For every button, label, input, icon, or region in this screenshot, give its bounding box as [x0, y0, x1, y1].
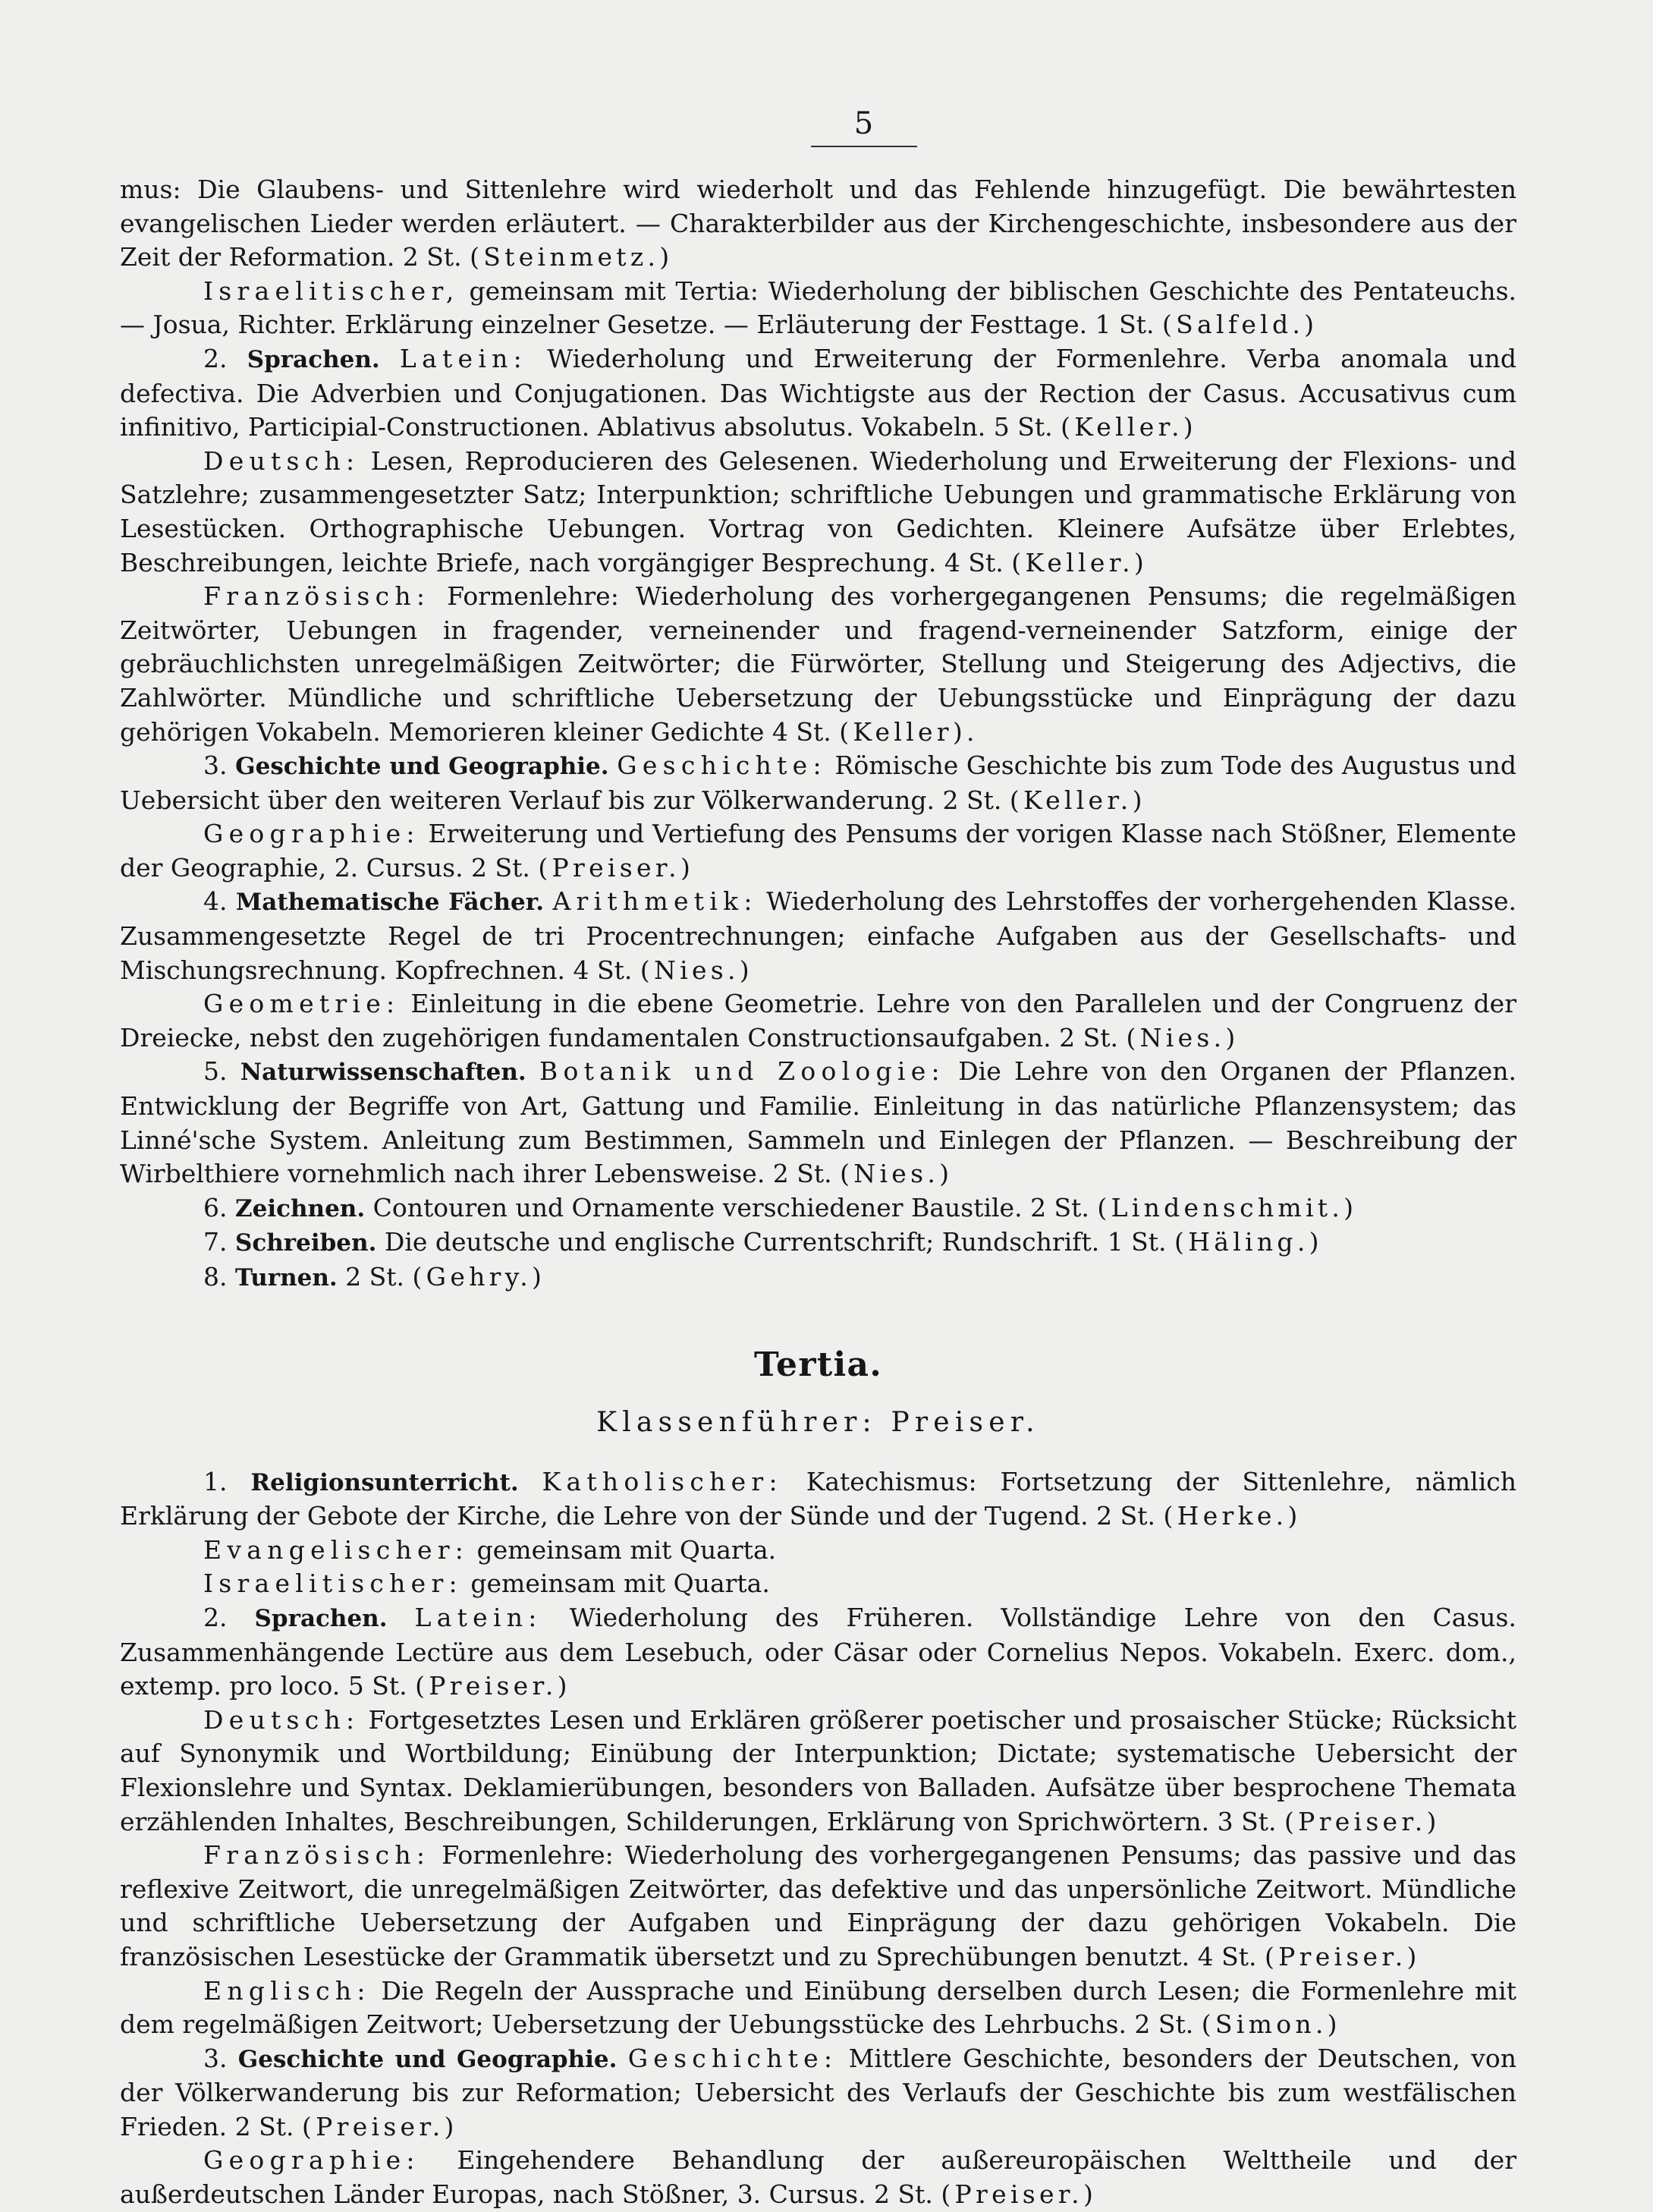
- section-heading: Turnen.: [235, 1264, 338, 1292]
- section-title-tertia: Tertia.: [754, 1345, 882, 1384]
- teacher-name: (Preiser.): [302, 2111, 458, 2141]
- paragraph-english: [120, 1974, 1516, 2042]
- teacher-name: (Preiser.): [1284, 1806, 1441, 1836]
- paragraph-text: Römische Geschichte bis zum Tode des Augustus und Uebersicht über den weiteren Verlauf bis zur Völkerwanderung. 2 St.: [120, 750, 1516, 815]
- teacher-name: (Steinmetz.): [470, 242, 674, 272]
- paragraph-text: Erweiterung und Vertiefung des Pensums der vorigen Klasse nach Stößner, Elemente der Geographie, 2. Cursus. 2 St.: [120, 819, 1516, 883]
- subject-label: Geschichte:: [617, 750, 827, 781]
- paragraph-latin: [120, 1601, 1516, 1704]
- paragraph-religion-catholic: [120, 1465, 1516, 1534]
- teacher-name: (Gehry.): [412, 1262, 546, 1292]
- section-heading: Geschichte und Geographie.: [235, 753, 609, 781]
- paragraph-text: Wiederholung des Früheren. Vollständige Lehre von den Casus. Zusammenhängende Lectüre aus dem Lesebuch, oder Cäsar oder Cornelius Nepos. Vokabeln. Exerc. dom., extemp. pro loco. 5 St.: [120, 1602, 1516, 1701]
- section-heading: Zeichnen.: [235, 1194, 366, 1222]
- paragraph-gymnastics: [120, 1260, 1516, 1295]
- paragraph-german: [120, 445, 1516, 580]
- paragraph-german: [120, 1704, 1516, 1839]
- subject-label: Katholischer:: [542, 1466, 783, 1496]
- item-number: 1.: [203, 1466, 228, 1496]
- paragraph-text: Contouren und Ornamente verschiedener Baustile. 2 St.: [372, 1192, 1089, 1222]
- teacher-name: (Keller).: [839, 716, 979, 747]
- subject-label: Arithmetik:: [552, 886, 758, 917]
- item-number: 5.: [203, 1056, 228, 1087]
- paragraph-text: Katechismus: Fortsetzung der Sittenlehre, nämlich Erklärung der Gebote der Kirche, die Lehre von der Sünde und der Tugend. 2 St.: [120, 1466, 1517, 1531]
- teacher-name: (Keller.): [1061, 412, 1197, 442]
- paragraph-religion-israelite: [120, 1567, 1516, 1601]
- section-heading: Mathematische Fächer.: [235, 889, 545, 917]
- teacher-name: (Preiser.): [415, 1671, 571, 1701]
- teacher-name: (Preiser.): [538, 852, 695, 883]
- teacher-name: (Nies.): [840, 1159, 954, 1189]
- paragraph-religion-israelite: [120, 275, 1516, 342]
- item-number: 3.: [203, 750, 228, 781]
- subject-label: Englisch:: [203, 1975, 371, 2006]
- page-number: 5: [853, 106, 874, 141]
- paragraph-text: Lesen, Reproducieren des Gelesenen. Wiederholung und Erweiterung der Flexions- und Satzlehre; zusammengesetzter Satz; Interpunktion; schriftliche Uebungen und grammatische Erklärung von Lesestücken. Orthographische Uebungen. Vortrag von Gedichten. Kleinere Aufsätze über Erlebtes, Beschreibungen, leichte Briefe, nach vorgängiger Besprechung. 4 St.: [120, 445, 1516, 577]
- item-number: 7.: [203, 1227, 228, 1257]
- subject-label: Israelitischer,: [203, 275, 460, 306]
- paragraph-latin: [120, 342, 1516, 445]
- paragraph-history: [120, 749, 1516, 817]
- item-number: 8.: [203, 1262, 228, 1292]
- paragraph-drawing: [120, 1191, 1516, 1226]
- item-number: 6.: [203, 1192, 228, 1222]
- paragraph-text: Mittlere Geschichte, besonders der Deutschen, von der Völkerwanderung bis zur Reformation; Uebersicht des Verlaufs der Geschichte bis zum westfälischen Frieden. 2 St.: [120, 2043, 1516, 2141]
- subject-label: Französisch:: [203, 1840, 431, 1871]
- paragraph-text: Die Lehre von den Organen der Pflanzen. Entwicklung der Begriffe von Art, Gattung und Familie. Einleitung in das natürliche Pflanzensystem; das Linné'sche System. Anleitung zum Bestimmen, Sammeln und Einlegen der Pflanzen. — Beschreibung der Wirbelthiere vornehmlich nach ihrer Lebensweise. 2 St.: [120, 1056, 1516, 1189]
- subject-label: Französisch:: [203, 581, 431, 612]
- paragraph-natural-sciences: [120, 1055, 1516, 1191]
- paragraph-text: Formenlehre: Wiederholung des vorhergegangenen Pensums; das passive und das reflexive Zeitwort, die unregelmäßigen Zeitwörter, das defektive und das unpersönliche Zeitwort. Mündliche und schriftliche Uebersetzung der Aufgaben und Einprägung der dazu gehörigen Vokabeln. Die französischen Lesestücke der Grammatik übersetzt und zu Sprechübungen benutzt. 4 St.: [120, 1840, 1516, 1971]
- subject-label: Deutsch:: [203, 1704, 360, 1735]
- paragraph-religion-evangelical: [120, 1534, 1516, 1568]
- class-leader: Klassenführer: Preiser.: [596, 1406, 1040, 1438]
- paragraph-text: Die deutsche und englische Currentschrift; Rundschrift. 1 St.: [384, 1227, 1167, 1257]
- subject-label: Geometrie:: [203, 989, 401, 1019]
- paragraph-text: 2 St.: [345, 1262, 405, 1292]
- section-heading: Sprachen.: [254, 1604, 388, 1632]
- subject-label: Botanik und Zoologie:: [539, 1056, 945, 1087]
- paragraph-writing: [120, 1226, 1516, 1260]
- teacher-name: (Lindenschmit.): [1097, 1192, 1358, 1222]
- paragraph-text: Fortgesetztes Lesen und Erklären größerer poetischer und prosaischer Stücke; Rücksicht auf Synonymik und Wortbildung; Einübung der Interpunktion; Dictate; systematische Uebersicht der Flexionslehre und Syntax. Deklamierübungen, besonders von Balladen. Aufsätze über besprochene Themata erzählenden Inhaltes, Beschreibungen, Schilderungen, Erklärung von Sprichwörtern. 3 St.: [120, 1704, 1516, 1836]
- teacher-name: (Herke.): [1163, 1501, 1302, 1531]
- subject-label: Evangelischer:: [203, 1534, 470, 1565]
- paragraph-text: Wiederholung und Erweiterung der Formenlehre. Verba anomala und defectiva. Die Adverbien und Conjugationen. Das Wichtigste aus der Rection der Casus. Accusativus cum infinitivo, Participial-Constructionen. Ablativus absolutus. Vokabeln. 5 St.: [120, 343, 1516, 442]
- paragraph-history: [120, 2042, 1516, 2144]
- paragraph-text: Eingehendere Behandlung der außereuropäischen Welttheile und der außerdeutschen Länder Europas, nach Stößner, 3. Cursus. 2 St.: [120, 2145, 1516, 2210]
- paragraph-french: [120, 580, 1516, 749]
- section-heading: Geschichte und Geographie.: [237, 2045, 618, 2073]
- subject-label: Latein:: [399, 343, 528, 373]
- section-heading: Schreiben.: [235, 1229, 377, 1257]
- section-heading: Sprachen.: [247, 345, 380, 373]
- subject-label: Latein:: [414, 1602, 542, 1632]
- paragraph-geography: [120, 2144, 1516, 2211]
- teacher-name: (Nies.): [640, 955, 753, 985]
- subject-label: Geschichte:: [627, 2043, 838, 2073]
- teacher-name: (Preiser.): [941, 2179, 1098, 2210]
- subject-label: Deutsch:: [203, 445, 360, 476]
- section-heading: Religionsunterricht.: [250, 1468, 519, 1496]
- paragraph-text: Die Regeln der Aussprache und Einübung derselben durch Lesen; die Formenlehre mit dem regelmäßigen Zeitwort; Uebersetzung der Uebungsstücke des Lehrbuchs. 2 St.: [120, 1975, 1516, 2040]
- header-rule: [811, 146, 917, 147]
- teacher-name: (Nies.): [1126, 1022, 1240, 1053]
- paragraph-text: gemeinsam mit Quarta.: [470, 1569, 770, 1599]
- paragraph-text: gemeinsam mit Quarta.: [476, 1534, 777, 1565]
- item-number: 2.: [203, 343, 228, 373]
- section-heading: Naturwissenschaften.: [240, 1059, 526, 1087]
- teacher-name: (Häling.): [1174, 1227, 1323, 1257]
- subject-label: Geographie:: [203, 819, 420, 849]
- paragraph-text: Wiederholung des Lehrstoffes der vorhergehenden Klasse. Zusammengesetzte Regel de tri Procentrechnungen; einfache Aufgaben aus der Gesellschafts- und Mischungsrechnung. Kopfrechnen. 4 St.: [120, 886, 1517, 985]
- item-number: 4.: [203, 886, 228, 917]
- subject-label: Geographie:: [203, 2145, 420, 2176]
- subject-label: Israelitischer:: [203, 1569, 463, 1599]
- item-number: 2.: [203, 1602, 228, 1632]
- teacher-name: (Salfeld.): [1162, 310, 1318, 340]
- paragraph-text: Einleitung in die ebene Geometrie. Lehre von den Parallelen und der Congruenz der Dreiecke, nebst den zugehörigen fundamentalen Constructionsaufgaben. 2 St.: [120, 989, 1516, 1053]
- paragraph-text: gemeinsam mit Tertia: Wiederholung der biblischen Geschichte des Pentateuchs. — Josua, Richter. Erklärung einzelner Gesetze. — Erläuterung der Festtage. 1 St.: [120, 275, 1516, 340]
- teacher-name: (Preiser.): [1265, 1941, 1421, 1971]
- paragraph-french: [120, 1839, 1516, 1974]
- teacher-name: (Simon.): [1201, 2009, 1341, 2040]
- teacher-name: (Keller.): [1011, 547, 1149, 577]
- paragraph-religion-evangelical: [120, 173, 1516, 275]
- paragraph-text: Formenlehre: Wiederholung des vorhergegangenen Pensums; die regelmäßigen Zeitwörter, Uebungen in fragender, verneinender und fragend-verneinender Satzform, einige der gebräuchlichsten unregelmäßigen Zeitwörter; die Fürwörter, Stellung und Steigerung des Adjectivs, die Zahlwörter. Mündliche und schriftliche Uebersetzung der Uebungsstücke und Einprägung der dazu gehörigen Vokabeln. Memorieren kleiner Gedichte 4 St.: [120, 581, 1516, 747]
- paragraph-geography: [120, 817, 1516, 885]
- paragraph-text: mus: Die Glaubens- und Sittenlehre wird wiederholt und das Fehlende hinzugefügt. Die bewährtesten evangelischen Lieder werden erläutert. — Charakterbilder aus der Kirchengeschichte, insbesondere aus der Zeit der Reformation. 2 St.: [120, 175, 1516, 272]
- item-number: 3.: [203, 2043, 228, 2073]
- teacher-name: (Keller.): [1009, 785, 1146, 815]
- paragraph-geometry: [120, 987, 1516, 1055]
- paragraph-arithmetic: [120, 885, 1516, 987]
